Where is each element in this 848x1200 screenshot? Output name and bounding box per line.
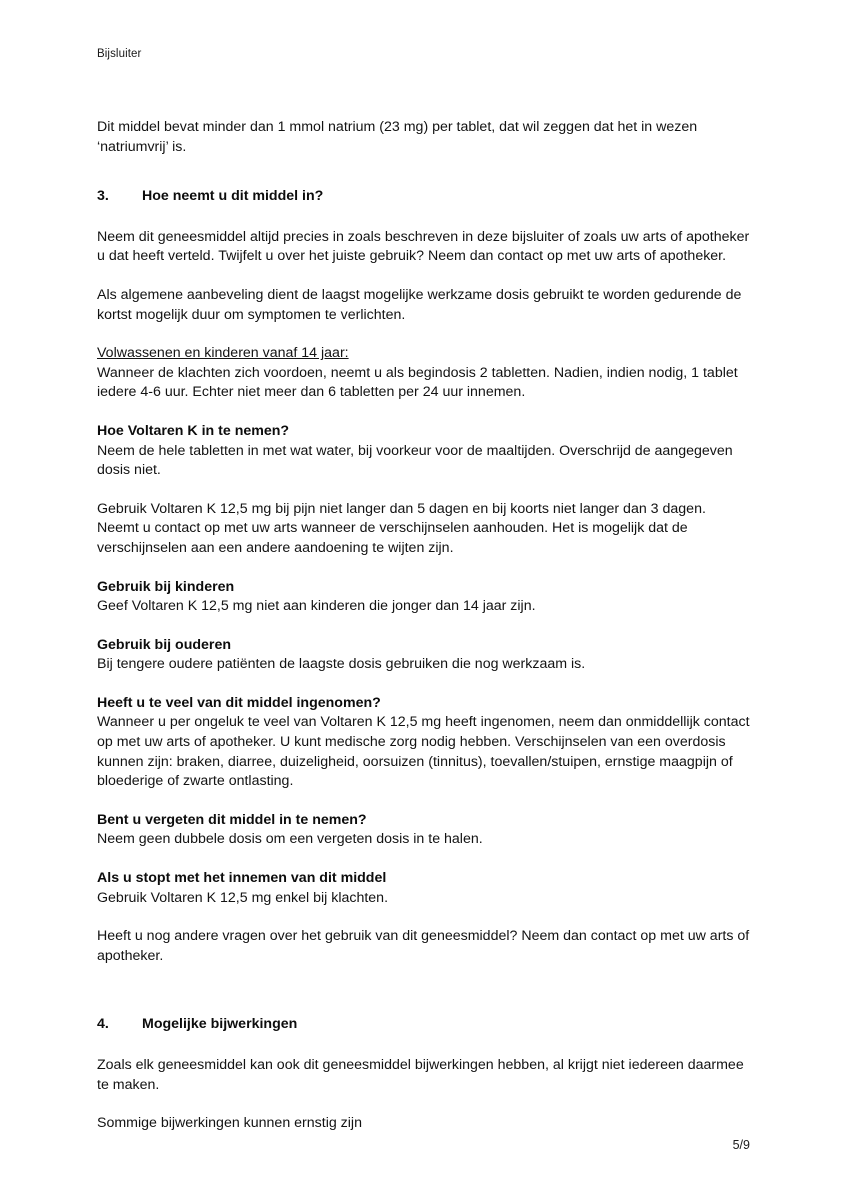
spacer (97, 157, 751, 187)
section-3-number: 3. (97, 188, 109, 205)
adults-dosage-heading: Volwassenen en kinderen vanaf 14 jaar: (97, 345, 349, 362)
spacer (97, 481, 751, 500)
use-in-elderly-paragraph: Bij tengere oudere patiënten de laagste dosis gebruiken die nog werkzaam is. (97, 656, 586, 673)
adults-dosage-paragraph: Wanneer de klachten zich voordoen, neemt u als begindosis 2 tabletten. Nadien, indien nodig, 1 tablet iedere 4-6 uur. Echter niet meer dan 6 tabletten per 24 uur innemen. (97, 364, 738, 401)
spacer (97, 908, 751, 927)
spacer (97, 675, 751, 694)
spacer (97, 207, 751, 228)
section-4-heading (97, 1015, 751, 1035)
spacer (97, 617, 751, 636)
spacer (97, 1035, 751, 1056)
general-recommendation-paragraph: Als algemene aanbeveling dient de laagst mogelijke werkzame dosis gebruikt te worden gedurende de kortst mogelijk duur om symptomen te verlichten. (97, 286, 742, 323)
section-3-intro-paragraph: Neem dit geneesmiddel altijd precies in zoals beschreven in deze bijsluiter of zoals uw arts of apotheker u dat heeft verteld. Twijfelt u over het juiste gebruik? Neem dan contact op met uw arts of apotheker. (97, 228, 750, 265)
serious-side-effects-paragraph: Sommige bijwerkingen kunnen ernstig zijn (97, 1115, 362, 1132)
spacer (97, 267, 751, 286)
page-number-footer: 5/9 (732, 1138, 750, 1152)
overdose-heading: Heeft u te veel van dit middel ingenomen? (97, 694, 381, 711)
section-4-title: Mogelijke bijwerkingen (142, 1016, 298, 1033)
section-4-number: 4. (97, 1016, 109, 1033)
spacer (97, 325, 751, 344)
spacer (97, 559, 751, 578)
how-to-take-paragraph: Neem de hele tabletten in met wat water, bij voorkeur voor de maaltijden. Overschrijd de aangegeven dosis niet. (97, 442, 733, 479)
treatment-duration-paragraph: Gebruik Voltaren K 12,5 mg bij pijn niet langer dan 5 dagen en bij koorts niet langer dan 3 dagen. Neemt u contact op met uw arts wanneer de verschijnselen aanhouden. Het is mogelijk dat de verschijnselen aan een andere aandoening te wijten zijn. (97, 500, 706, 556)
document-body (97, 118, 751, 1134)
sodium-content-paragraph: Dit middel bevat minder dan 1 mmol natrium (23 mg) per tablet, dat wil zeggen dat het in wezen ‘natriumvrij’ is. (97, 119, 698, 155)
spacer (97, 966, 751, 996)
section-3-heading (97, 187, 751, 207)
spacer (97, 792, 751, 811)
section-3-title: Hoe neemt u dit middel in? (142, 188, 324, 205)
use-in-children-heading: Gebruik bij kinderen (97, 578, 235, 595)
use-in-children-paragraph: Geef Voltaren K 12,5 mg niet aan kinderen die jonger dan 14 jaar zijn. (97, 598, 536, 615)
section-4-intro-paragraph: Zoals elk geneesmiddel kan ook dit geneesmiddel bijwerkingen hebben, al krijgt niet iedereen daarmee te maken. (97, 1057, 744, 1093)
use-in-elderly-heading: Gebruik bij ouderen (97, 636, 232, 653)
document-header-label: Bijsluiter (97, 48, 142, 60)
stopping-treatment-heading: Als u stopt met het innemen van dit middel (97, 870, 387, 887)
spacer (97, 850, 751, 869)
stopping-treatment-paragraph: Gebruik Voltaren K 12,5 mg enkel bij klachten. (97, 889, 389, 906)
spacer (97, 403, 751, 422)
missed-dose-heading: Bent u vergeten dit middel in te nemen? (97, 811, 367, 828)
spacer (97, 996, 751, 1015)
spacer (97, 1095, 751, 1114)
further-questions-paragraph: Heeft u nog andere vragen over het gebruik van dit geneesmiddel? Neem dan contact op met uw arts of apotheker. (97, 928, 750, 964)
missed-dose-paragraph: Neem geen dubbele dosis om een vergeten dosis in te halen. (97, 831, 483, 848)
overdose-paragraph: Wanneer u per ongeluk te veel van Voltaren K 12,5 mg heeft ingenomen, neem dan onmiddellijk contact op met uw arts of apotheker. U kunt medische zorg nodig hebben. Verschijnselen van een overdosis kunnen zijn: braken, diarree, duizeligheid, oorsuizen (tinnitus), toevallen/stuipen, ernstige maagpijn of bloederige of zwarte ontlasting. (97, 714, 750, 790)
how-to-take-heading: Hoe Voltaren K in te nemen? (97, 422, 290, 439)
